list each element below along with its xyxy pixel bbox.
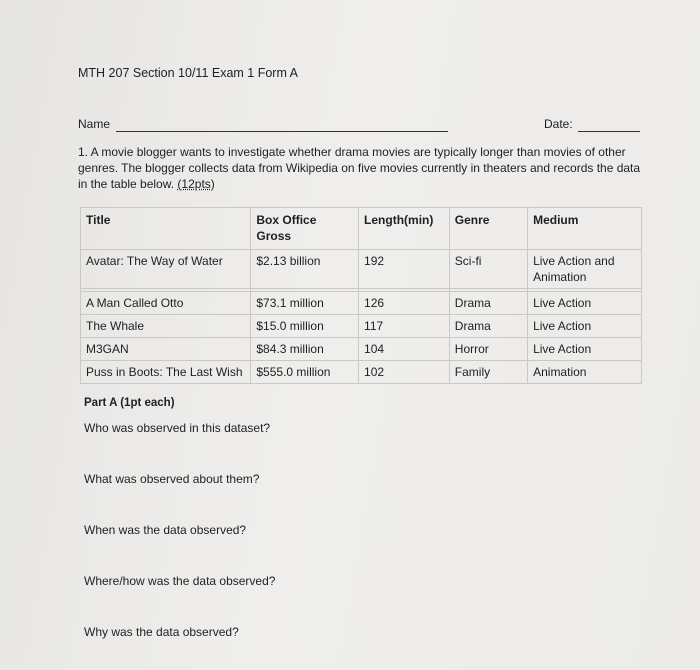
cell-box-office: $73.1 million [251, 292, 359, 315]
cell-medium: Live Action [528, 315, 642, 338]
table-row [81, 338, 642, 361]
cell-title: Avatar: The Way of Water [81, 250, 251, 289]
cell-box-office: $15.0 million [251, 315, 359, 338]
cell-length: 104 [359, 338, 450, 361]
cell-box-office: $2.13 billion [251, 250, 359, 289]
part-a-title: Part A (1pt each) [84, 397, 175, 409]
cell-genre: Drama [449, 292, 527, 315]
name-date-row [78, 117, 640, 135]
question-1-points: (12pts) [177, 177, 215, 191]
cell-genre: Horror [449, 338, 527, 361]
cell-length: 126 [359, 292, 450, 315]
header-box-office: Box Office Gross [251, 208, 359, 250]
table-row [81, 250, 642, 289]
cell-genre: Drama [449, 315, 527, 338]
cell-genre: Sci-fi [449, 250, 527, 289]
cell-title: Puss in Boots: The Last Wish [81, 361, 251, 384]
cell-medium: Live Action and Animation [528, 250, 642, 289]
cell-medium: Animation [528, 361, 642, 384]
header-length: Length(min) [359, 208, 450, 250]
cell-title: The Whale [81, 315, 251, 338]
cell-title: M3GAN [81, 338, 251, 361]
header-medium: Medium [528, 208, 642, 250]
header-title: Title [81, 208, 251, 250]
cell-box-office: $84.3 million [251, 338, 359, 361]
movie-data-table [80, 207, 642, 384]
cell-length: 117 [359, 315, 450, 338]
table-row [81, 315, 642, 338]
cell-medium: Live Action [528, 292, 642, 315]
cell-length: 102 [359, 361, 450, 384]
part-a-question-who: Who was observed in this dataset? [84, 421, 271, 435]
part-a-question-when: When was the data observed? [84, 523, 247, 537]
part-a-question-where-how: Where/how was the data observed? [84, 574, 276, 588]
cell-box-office: $555.0 million [251, 361, 359, 384]
date-blank-line[interactable] [578, 131, 640, 132]
cell-genre: Family [449, 361, 527, 384]
header-genre: Genre [449, 208, 527, 250]
cell-title: A Man Called Otto [81, 292, 251, 315]
date-label: Date: [544, 117, 573, 131]
table-header-row [81, 208, 642, 250]
table-row [81, 292, 642, 315]
cell-length: 192 [359, 250, 450, 289]
part-a-question-why: Why was the data observed? [84, 625, 239, 639]
name-blank-line[interactable] [116, 131, 448, 132]
name-label: Name [78, 117, 111, 131]
question-1 [78, 144, 646, 192]
exam-header: MTH 207 Section 10/11 Exam 1 Form A [78, 66, 299, 80]
cell-medium: Live Action [528, 338, 642, 361]
question-1-text: 1. A movie blogger wants to investigate whether drama movies are typically longer than movies of other genres. The blogger collects data from Wikipedia on five movies currently in theaters and records the data in the table below. [78, 145, 641, 191]
part-a-question-what: What was observed about them? [84, 472, 260, 486]
table-row [81, 361, 642, 384]
